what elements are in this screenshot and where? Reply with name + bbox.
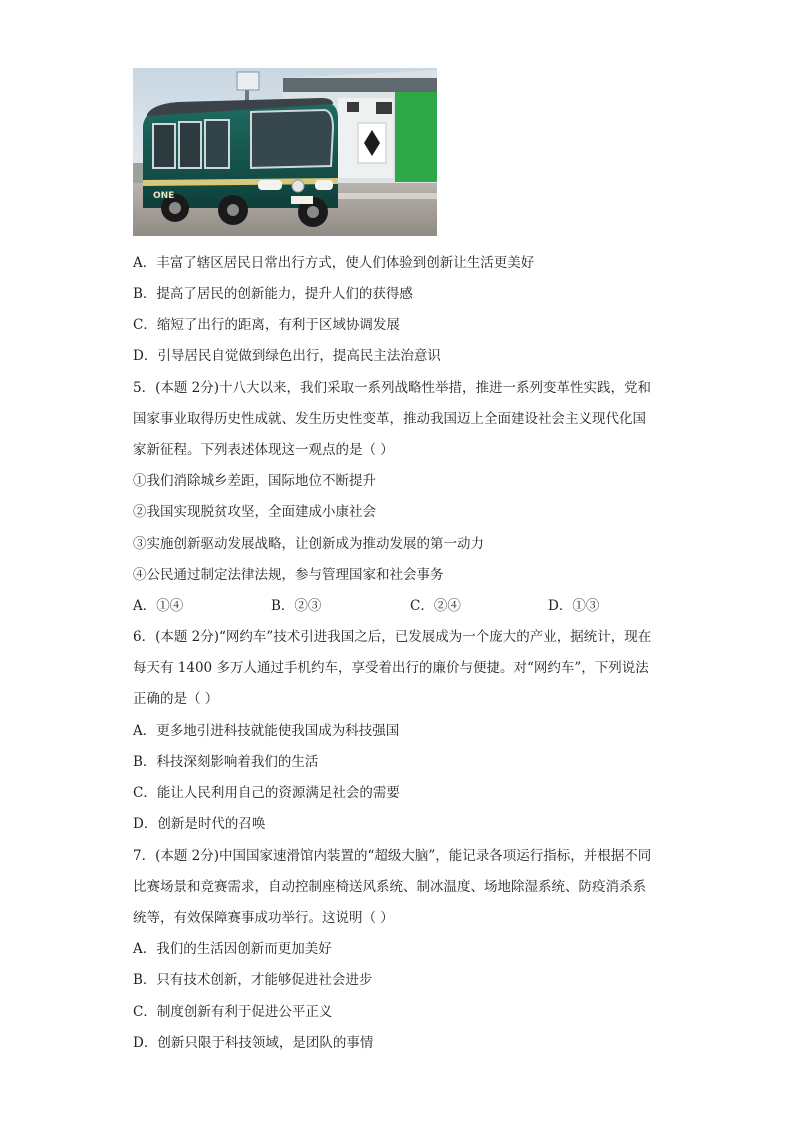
- q4-option-a: A．丰富了辖区居民日常出行方式，使人们体验到创新让生活更美好: [133, 255, 535, 271]
- q5-statement-3: ③实施创新驱动发展战略，让创新成为推动发展的第一动力: [133, 536, 484, 552]
- q6-option-a: A．更多地引进科技就能使我国成为科技强国: [133, 723, 400, 739]
- q6-stem-line-1: 6．(本题 2分)“网约车”技术引进我国之后，已发展成为一个庞大的产业，据统计，现在: [133, 629, 652, 645]
- q6-stem-line-3: 正确的是（ ）: [133, 691, 219, 707]
- q7-option-a: A．我们的生活因创新而更加美好: [133, 941, 332, 957]
- q5-option-b: B．②③: [271, 598, 322, 614]
- q7-stem-line-3: 统等，有效保障赛事成功举行。这说明（ ）: [133, 910, 394, 926]
- bus-brand-text: ONE: [153, 191, 175, 201]
- q5-stem-line-2: 国家事业取得历史性成就、发生历史性变革，推动我国迈上全面建设社会主义现代化国: [133, 411, 646, 427]
- q5-options-row: [133, 596, 653, 616]
- q4-option-b: B．提高了居民的创新能力，提升人们的获得感: [133, 286, 413, 302]
- q5-option-c: C．②④: [410, 598, 461, 614]
- q7-option-d: D．创新只限于科技领域，是团队的事情: [133, 1035, 374, 1051]
- q6-option-b: B．科技深刻影响着我们的生活: [133, 754, 319, 770]
- q5-stem-line-3: 家新征程。下列表述体现这一观点的是（ ）: [133, 442, 394, 458]
- q6-option-d: D．创新是时代的召唤: [133, 816, 266, 832]
- q6-option-c: C．能让人民利用自己的资源满足社会的需要: [133, 785, 400, 801]
- q7-option-c: C．制度创新有利于促进公平正义: [133, 1004, 333, 1020]
- q5-stem-line-1: 5．(本题 2分)十八大以来，我们采取一系列战略性举措，推进一系列变革性实践，党和: [133, 380, 652, 396]
- q4-option-c: C．缩短了出行的距离，有利于区域协调发展: [133, 317, 400, 333]
- q4-option-d: D．引导居民自觉做到绿色出行，提高民主法治意识: [133, 348, 441, 364]
- q5-statement-4: ④公民通过制定法律法规，参与管理国家和社会事务: [133, 567, 444, 583]
- autonomous-bus-photo: [133, 68, 437, 236]
- q7-option-b: B．只有技术创新，才能够促进社会进步: [133, 972, 373, 988]
- q7-stem-line-1: 7．(本题 2分)中国国家速滑馆内装置的“超级大脑”，能记录各项运行指标，并根据不同: [133, 848, 652, 864]
- q5-option-d: D．①③: [548, 598, 600, 614]
- q6-stem-line-2: 每天有 1400 多万人通过手机约车，享受着出行的廉价与便捷。对“网约车”，下列说法: [133, 660, 649, 676]
- q7-stem-line-2: 比赛场景和竞赛需求，自动控制座椅送风系统、制冰温度、场地除湿系统、防疫消杀系: [133, 879, 646, 895]
- q5-statement-1: ①我们消除城乡差距，国际地位不断提升: [133, 473, 376, 489]
- q5-option-a: A．①④: [133, 598, 184, 614]
- q5-statement-2: ②我国实现脱贫攻坚，全面建成小康社会: [133, 504, 376, 520]
